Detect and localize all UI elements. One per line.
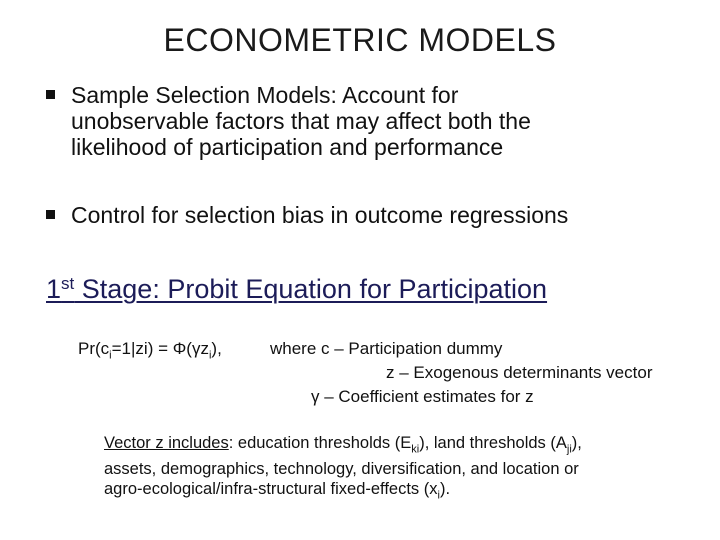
- bullet-text: [71, 202, 700, 228]
- vector-subscript: ji: [566, 443, 572, 456]
- equation-part: ),: [211, 339, 222, 358]
- bullet-line: likelihood of participation and performance: [71, 134, 504, 160]
- vector-subscript: ki: [411, 443, 420, 456]
- stage-number: 1: [46, 274, 62, 304]
- stage-ordinal: st: [61, 274, 75, 293]
- vector-text: agro-ecological/infra-structural fixed-effects (x: [104, 480, 438, 499]
- vector-z-description: [104, 433, 704, 506]
- vector-line: [104, 479, 704, 505]
- equation-subscript: i: [208, 349, 212, 362]
- vector-text: ), land thresholds (A: [419, 434, 567, 452]
- definition-gamma: γ – Coefficient estimates for z: [311, 387, 534, 406]
- definition-z: z – Exogenous determinants vector: [386, 363, 653, 382]
- bullet-text: [71, 82, 700, 160]
- vector-text: : education thresholds (E: [228, 434, 412, 452]
- bullet-line: Control for selection bias in outcome regressions: [71, 202, 569, 228]
- slide-title: ECONOMETRIC MODELS: [163, 22, 557, 58]
- vector-line: assets, demographics, technology, diversification, and location or: [104, 460, 579, 479]
- square-bullet-icon: [46, 90, 55, 99]
- equation-subscript: i: [109, 349, 112, 362]
- equation-part: Pr(c: [78, 339, 110, 358]
- square-bullet-icon: [46, 210, 55, 219]
- bullet-sample-selection: [46, 82, 700, 160]
- vector-text: ).: [439, 480, 451, 499]
- stage-text: Stage: Probit Equation for Participation: [74, 274, 548, 304]
- probit-equation: [78, 339, 222, 361]
- vector-text: ),: [571, 434, 582, 452]
- bullet-line: Sample Selection Models: Account for: [71, 82, 459, 108]
- bullet-line: unobservable factors that may affect both the: [71, 108, 531, 134]
- definition-c: where c – Participation dummy: [270, 339, 503, 358]
- vector-label: Vector z includes: [104, 434, 229, 452]
- vector-subscript: i: [437, 489, 440, 502]
- stage-heading: [46, 274, 547, 305]
- bullet-selection-bias: [46, 202, 700, 228]
- vector-line: [104, 433, 704, 459]
- equation-part: =1|zi) = Φ(γz: [111, 339, 209, 358]
